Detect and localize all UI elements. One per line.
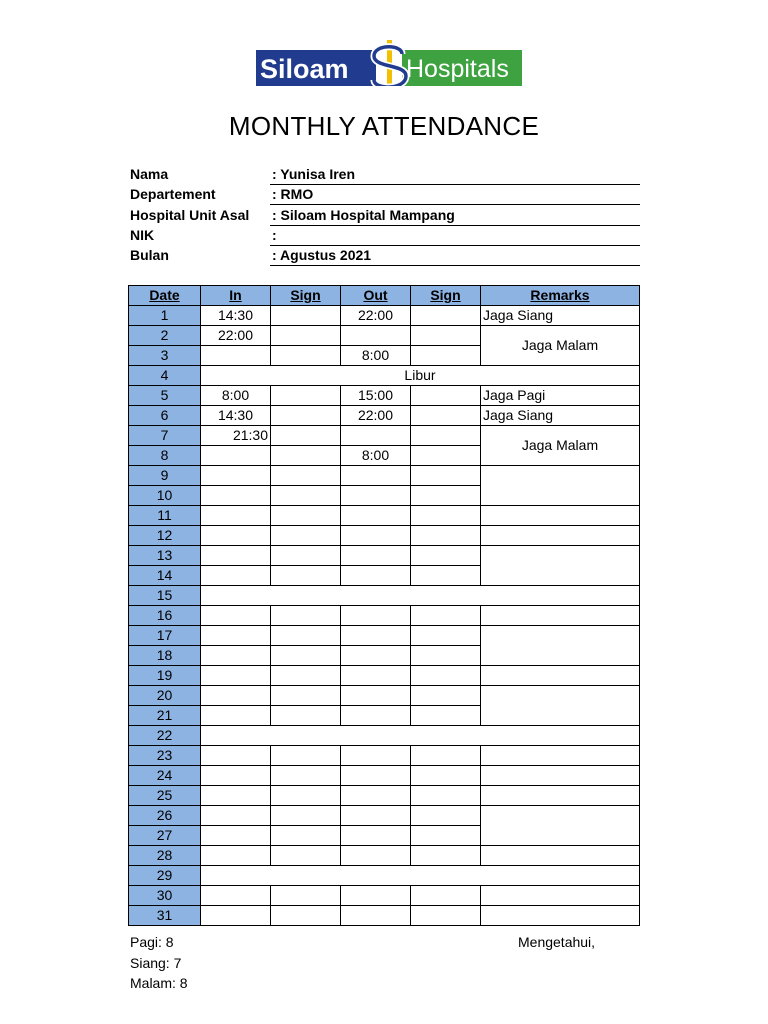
- sign-out-cell[interactable]: [411, 426, 481, 446]
- sign-out-cell[interactable]: [411, 606, 481, 626]
- out-cell[interactable]: [341, 606, 411, 626]
- table-row: [129, 466, 640, 486]
- sign-in-cell[interactable]: [271, 446, 341, 466]
- sign-in-cell[interactable]: [271, 826, 341, 846]
- remarks-cell[interactable]: [481, 766, 640, 786]
- remarks-cell[interactable]: Jaga Siang: [481, 306, 640, 326]
- sign-in-cell[interactable]: [271, 526, 341, 546]
- page-title: MONTHLY ATTENDANCE: [228, 111, 540, 141]
- sign-out-cell[interactable]: [411, 886, 481, 906]
- date-cell: 6: [129, 406, 201, 426]
- table-row: [129, 786, 640, 806]
- date-cell: 23: [129, 746, 201, 766]
- out-cell[interactable]: [341, 486, 411, 506]
- remarks-cell[interactable]: [481, 906, 640, 926]
- table-row: [129, 886, 640, 906]
- sign-in-cell[interactable]: [271, 686, 341, 706]
- remarks-cell[interactable]: [481, 466, 640, 506]
- attendance-table: [128, 285, 640, 926]
- date-cell: 22: [129, 726, 201, 746]
- table-row: [129, 326, 640, 346]
- off-day-cell[interactable]: [201, 586, 640, 606]
- in-cell[interactable]: [201, 766, 271, 786]
- remarks-cell[interactable]: Jaga Pagi: [481, 386, 640, 406]
- in-cell[interactable]: [201, 746, 271, 766]
- date-cell: 4: [129, 366, 201, 386]
- date-cell: 30: [129, 886, 201, 906]
- out-cell[interactable]: [341, 546, 411, 566]
- out-cell[interactable]: [341, 646, 411, 666]
- logo-text-hospitals: Hospitals: [406, 55, 509, 83]
- table-row: [129, 526, 640, 546]
- in-cell[interactable]: [201, 546, 271, 566]
- sign-in-cell[interactable]: [271, 746, 341, 766]
- out-cell[interactable]: [341, 746, 411, 766]
- sign-in-cell[interactable]: [271, 326, 341, 346]
- sign-out-cell[interactable]: [411, 806, 481, 826]
- remarks-cell[interactable]: Jaga Malam: [481, 326, 640, 366]
- table-row: [129, 546, 640, 566]
- out-cell[interactable]: [341, 466, 411, 486]
- sign-out-cell[interactable]: [411, 506, 481, 526]
- sign-in-cell[interactable]: [271, 666, 341, 686]
- in-cell[interactable]: [201, 666, 271, 686]
- out-cell[interactable]: [341, 326, 411, 346]
- in-cell[interactable]: [201, 686, 271, 706]
- in-cell[interactable]: 8:00: [201, 386, 271, 406]
- table-row: [129, 626, 640, 646]
- date-cell: 26: [129, 806, 201, 826]
- sign-in-cell[interactable]: [271, 346, 341, 366]
- date-cell: 5: [129, 386, 201, 406]
- sign-in-cell[interactable]: [271, 406, 341, 426]
- in-cell[interactable]: [201, 606, 271, 626]
- remarks-cell[interactable]: [481, 626, 640, 666]
- sign-out-cell[interactable]: [411, 566, 481, 586]
- table-row: [129, 846, 640, 866]
- date-cell: 29: [129, 866, 201, 886]
- in-cell[interactable]: [201, 906, 271, 926]
- sign-out-cell[interactable]: [411, 786, 481, 806]
- sign-out-cell[interactable]: [411, 666, 481, 686]
- summary-malam: Malam: 8: [130, 975, 188, 991]
- date-cell: 13: [129, 546, 201, 566]
- mengetahui-label: Mengetahui,: [518, 934, 596, 950]
- in-cell[interactable]: [201, 806, 271, 826]
- header-sign-in: Sign: [271, 286, 341, 306]
- date-cell: 7: [129, 426, 201, 446]
- table-row: [129, 746, 640, 766]
- sign-in-cell[interactable]: [271, 626, 341, 646]
- summary-pagi: Pagi: 8: [130, 934, 174, 950]
- date-cell: 16: [129, 606, 201, 626]
- date-cell: 31: [129, 906, 201, 926]
- table-row: [129, 506, 640, 526]
- date-cell: 15: [129, 586, 201, 606]
- sign-out-cell[interactable]: [411, 646, 481, 666]
- in-cell[interactable]: [201, 886, 271, 906]
- header-out: Out: [341, 286, 411, 306]
- remarks-cell[interactable]: [481, 806, 640, 846]
- date-cell: 9: [129, 466, 201, 486]
- table-header-row: [129, 286, 640, 306]
- sign-out-cell[interactable]: [411, 626, 481, 646]
- sign-in-cell[interactable]: [271, 646, 341, 666]
- sign-in-cell[interactable]: [271, 386, 341, 406]
- remarks-cell[interactable]: [481, 666, 640, 686]
- remarks-cell[interactable]: [481, 746, 640, 766]
- sign-in-cell[interactable]: [271, 606, 341, 626]
- in-cell[interactable]: [201, 846, 271, 866]
- in-cell[interactable]: [201, 706, 271, 726]
- sign-out-cell[interactable]: [411, 326, 481, 346]
- logo-text-siloam: Siloam: [260, 54, 349, 84]
- date-cell: 8: [129, 446, 201, 466]
- date-cell: 3: [129, 346, 201, 366]
- sign-out-cell[interactable]: [411, 706, 481, 726]
- sign-out-cell[interactable]: [411, 906, 481, 926]
- table-row: [129, 806, 640, 826]
- out-cell[interactable]: [341, 566, 411, 586]
- out-cell[interactable]: [341, 506, 411, 526]
- date-cell: 21: [129, 706, 201, 726]
- table-row: [129, 366, 640, 386]
- sign-in-cell[interactable]: [271, 846, 341, 866]
- remarks-cell[interactable]: [481, 846, 640, 866]
- sign-in-cell[interactable]: [271, 706, 341, 726]
- in-cell[interactable]: [201, 526, 271, 546]
- off-day-cell[interactable]: [201, 726, 640, 746]
- info-value: : RMO: [270, 186, 640, 205]
- table-row: [129, 306, 640, 326]
- out-cell[interactable]: [341, 806, 411, 826]
- table-row: [129, 726, 640, 746]
- table-row: [129, 866, 640, 886]
- sign-in-cell[interactable]: [271, 506, 341, 526]
- remarks-cell[interactable]: Jaga Malam: [481, 426, 640, 466]
- sign-in-cell[interactable]: [271, 306, 341, 326]
- date-cell: 27: [129, 826, 201, 846]
- out-cell[interactable]: [341, 626, 411, 646]
- out-cell[interactable]: 22:00: [341, 306, 411, 326]
- sign-in-cell[interactable]: [271, 906, 341, 926]
- sign-in-cell[interactable]: [271, 426, 341, 446]
- info-label: Departement: [130, 186, 216, 202]
- sign-in-cell[interactable]: [271, 566, 341, 586]
- out-cell[interactable]: [341, 666, 411, 686]
- date-cell: 14: [129, 566, 201, 586]
- sign-out-cell[interactable]: [411, 686, 481, 706]
- info-row-bulan: [130, 245, 640, 265]
- remarks-cell[interactable]: [481, 686, 640, 726]
- out-cell[interactable]: 22:00: [341, 406, 411, 426]
- date-cell: 11: [129, 506, 201, 526]
- table-row: [129, 386, 640, 406]
- date-cell: 24: [129, 766, 201, 786]
- out-cell[interactable]: [341, 426, 411, 446]
- out-cell[interactable]: [341, 846, 411, 866]
- in-cell[interactable]: [201, 446, 271, 466]
- header-in: In: [201, 286, 271, 306]
- remarks-cell[interactable]: [481, 606, 640, 626]
- info-value: :: [270, 227, 640, 246]
- in-cell[interactable]: [201, 506, 271, 526]
- out-cell[interactable]: 15:00: [341, 386, 411, 406]
- in-cell[interactable]: [201, 566, 271, 586]
- remarks-cell[interactable]: [481, 546, 640, 586]
- sign-in-cell[interactable]: [271, 786, 341, 806]
- in-cell[interactable]: [201, 486, 271, 506]
- sign-out-cell[interactable]: [411, 306, 481, 326]
- in-cell[interactable]: 14:30: [201, 306, 271, 326]
- date-cell: 17: [129, 626, 201, 646]
- siloam-hospitals-logo: [256, 40, 522, 86]
- in-cell[interactable]: [201, 646, 271, 666]
- sign-in-cell[interactable]: [271, 546, 341, 566]
- in-cell[interactable]: [201, 826, 271, 846]
- header-date: Date: [129, 286, 201, 306]
- date-cell: 19: [129, 666, 201, 686]
- in-cell[interactable]: [201, 626, 271, 646]
- date-cell: 12: [129, 526, 201, 546]
- table-row: [129, 586, 640, 606]
- info-value: : Yunisa Iren: [270, 166, 640, 185]
- info-label: Bulan: [130, 247, 169, 263]
- libur-cell[interactable]: Libur: [201, 366, 640, 386]
- info-row-nik: [130, 225, 640, 245]
- table-row: [129, 606, 640, 626]
- sign-out-cell[interactable]: [411, 746, 481, 766]
- header-remarks: Remarks: [481, 286, 640, 306]
- table-row: [129, 666, 640, 686]
- out-cell[interactable]: 8:00: [341, 346, 411, 366]
- remarks-cell[interactable]: [481, 886, 640, 906]
- in-cell[interactable]: 21:30: [201, 426, 271, 446]
- in-cell[interactable]: [201, 346, 271, 366]
- table-row: [129, 426, 640, 446]
- sign-out-cell[interactable]: [411, 466, 481, 486]
- sign-out-cell[interactable]: [411, 346, 481, 366]
- table-row: [129, 906, 640, 926]
- sign-out-cell[interactable]: [411, 386, 481, 406]
- sign-in-cell[interactable]: [271, 466, 341, 486]
- sign-out-cell[interactable]: [411, 546, 481, 566]
- in-cell[interactable]: 22:00: [201, 326, 271, 346]
- out-cell[interactable]: [341, 786, 411, 806]
- out-cell[interactable]: [341, 526, 411, 546]
- out-cell[interactable]: 8:00: [341, 446, 411, 466]
- sign-out-cell[interactable]: [411, 446, 481, 466]
- date-cell: 20: [129, 686, 201, 706]
- info-value: : Siloam Hospital Mampang: [270, 207, 640, 226]
- info-label: Hospital Unit Asal: [130, 207, 250, 223]
- sign-in-cell[interactable]: [271, 486, 341, 506]
- out-cell[interactable]: [341, 826, 411, 846]
- info-row-hospital-unit: [130, 205, 640, 225]
- date-cell: 2: [129, 326, 201, 346]
- date-cell: 18: [129, 646, 201, 666]
- info-row-nama: [130, 164, 640, 184]
- info-value: : Agustus 2021: [270, 247, 640, 266]
- header-sign-out: Sign: [411, 286, 481, 306]
- info-label: NIK: [130, 227, 155, 243]
- table-row: [129, 406, 640, 426]
- remarks-cell[interactable]: [481, 506, 640, 526]
- date-cell: 1: [129, 306, 201, 326]
- off-day-cell[interactable]: [201, 866, 640, 886]
- in-cell[interactable]: [201, 786, 271, 806]
- sign-out-cell[interactable]: [411, 406, 481, 426]
- sign-out-cell[interactable]: [411, 526, 481, 546]
- date-cell: 25: [129, 786, 201, 806]
- out-cell[interactable]: [341, 706, 411, 726]
- info-row-departement: [130, 184, 640, 204]
- out-cell[interactable]: [341, 906, 411, 926]
- out-cell[interactable]: [341, 766, 411, 786]
- remarks-cell[interactable]: Jaga Siang: [481, 406, 640, 426]
- sign-in-cell[interactable]: [271, 766, 341, 786]
- out-cell[interactable]: [341, 686, 411, 706]
- sign-out-cell[interactable]: [411, 766, 481, 786]
- remarks-cell[interactable]: [481, 526, 640, 546]
- info-label: Nama: [130, 166, 169, 182]
- logo-emblem-icon: [374, 40, 406, 86]
- sign-out-cell[interactable]: [411, 486, 481, 506]
- table-row: [129, 686, 640, 706]
- date-cell: 10: [129, 486, 201, 506]
- date-cell: 28: [129, 846, 201, 866]
- sign-out-cell[interactable]: [411, 846, 481, 866]
- out-cell[interactable]: [341, 886, 411, 906]
- table-row: [129, 766, 640, 786]
- sign-out-cell[interactable]: [411, 826, 481, 846]
- sign-in-cell[interactable]: [271, 806, 341, 826]
- summary-siang: Siang: 7: [130, 955, 182, 971]
- remarks-cell[interactable]: [481, 786, 640, 806]
- in-cell[interactable]: 14:30: [201, 406, 271, 426]
- in-cell[interactable]: [201, 466, 271, 486]
- sign-in-cell[interactable]: [271, 886, 341, 906]
